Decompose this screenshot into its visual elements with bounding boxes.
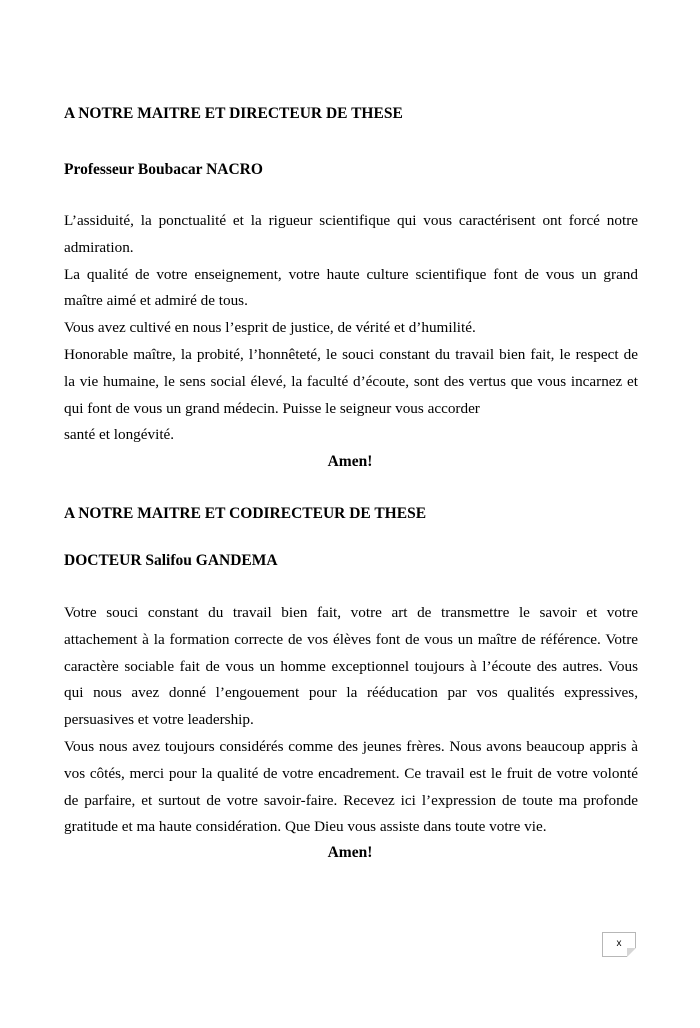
folded-corner-icon [627, 948, 636, 957]
page-number-box [602, 932, 636, 957]
section1-name: Professeur Boubacar NACRO [64, 161, 263, 178]
text-line: vos côtés, merci pour la qualité de votre encadrement. Ce travail est le fruit de votre volonté [64, 764, 638, 782]
text-line: La qualité de votre enseignement, votre haute culture scientifique font de vous un grand [64, 265, 638, 283]
section2-paragraph [64, 600, 638, 841]
text-line: santé et longévité. [64, 426, 175, 444]
text-line: Honorable maître, la probité, l’honnêteté, le souci constant du travail bien fait, le respect de [64, 345, 638, 363]
section2-name: DOCTEUR Salifou GANDEMA [64, 552, 278, 569]
text-line: admiration. [64, 238, 134, 256]
text-line: Vous avez cultivé en nous l’esprit de justice, de vérité et d’humilité. [64, 319, 476, 337]
text-line: la vie humaine, le sens social élevé, la faculté d’écoute, sont des vertus que vous incarnez et [64, 372, 638, 390]
text-line: Votre souci constant du travail bien fait, votre art de transmettre le savoir et votre [64, 604, 638, 621]
section1-paragraph [64, 208, 638, 449]
section1-closing: Amen! [327, 453, 373, 470]
text-line: persuasives et votre leadership. [64, 711, 254, 729]
text-line: L’assiduité, la ponctualité et la rigueur scientifique qui vous caractérisent ont forcé notre [64, 212, 638, 229]
text-line: de parfaire, et surtout de votre savoir-faire. Recevez ici l’expression de toute ma profonde [64, 791, 638, 809]
text-line: caractère sociable fait de vous un homme exceptionnel toujours à l’écoute des autres. Vous [64, 657, 638, 675]
text-line: maître aimé et admiré de tous. [64, 292, 248, 310]
text-line: Vous nous avez toujours considérés comme des jeunes frères. Nous avons beaucoup appris à [64, 737, 638, 755]
text-line: attachement à la formation correcte de vos élèves font de vous un maître de référence. Votre [64, 630, 638, 648]
text-line: gratitude et ma haute considération. Que Dieu vous assiste dans toute votre vie. [64, 818, 547, 836]
section1-heading: A NOTRE MAITRE ET DIRECTEUR DE THESE [64, 105, 403, 122]
text-line: qui nous avez donné l’engouement pour la rééducation par vos qualités expressives, [64, 684, 638, 702]
page-number: x [616, 938, 622, 949]
section2-heading: A NOTRE MAITRE ET CODIRECTEUR DE THESE [64, 505, 427, 522]
section2-closing: Amen! [327, 844, 373, 861]
text-line: qui font de vous un grand médecin. Puisse le seigneur vous accorder [64, 399, 480, 417]
